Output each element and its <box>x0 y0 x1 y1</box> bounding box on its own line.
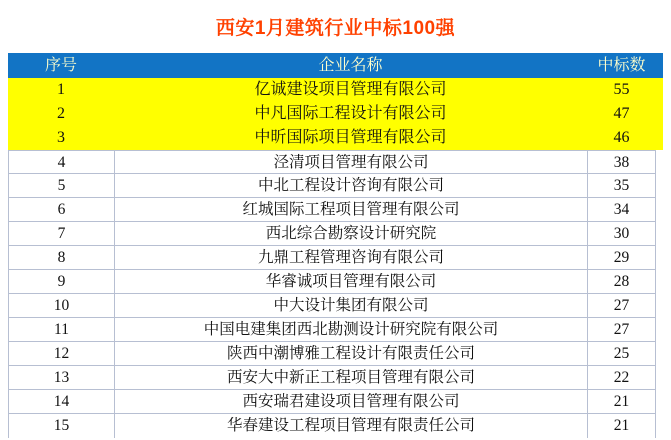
company-cell: 华春建设工程项目管理有限责任公司 <box>115 414 588 438</box>
company-cell: 亿诚建设项目管理有限公司 <box>254 81 447 98</box>
rank-cell: 2 <box>57 105 65 122</box>
count-cell: 35 <box>588 174 656 197</box>
company-cell: 西安大中新正工程项目管理有限公司 <box>115 366 588 389</box>
company-cell: 中大设计集团有限公司 <box>115 294 588 317</box>
rank-cell: 15 <box>9 414 115 438</box>
table-row <box>8 78 663 102</box>
header-rank: 序号 <box>44 57 77 74</box>
company-cell: 中凡国际工程设计有限公司 <box>254 105 447 122</box>
table-row <box>8 390 656 414</box>
table-row <box>8 150 656 174</box>
rank-cell: 8 <box>9 246 115 269</box>
ranking-table <box>8 53 663 438</box>
table-row <box>8 366 656 390</box>
count-cell: 38 <box>588 151 656 173</box>
rank-cell: 6 <box>9 198 115 221</box>
count-cell: 25 <box>588 342 656 365</box>
count-cell: 21 <box>588 414 656 438</box>
rank-cell: 5 <box>9 174 115 197</box>
rank-cell: 1 <box>57 81 65 98</box>
company-cell: 中昕国际项目管理有限公司 <box>254 129 447 146</box>
table-row <box>8 318 656 342</box>
table-body <box>8 78 663 438</box>
company-cell: 泾清项目管理有限公司 <box>115 151 588 173</box>
count-cell: 55 <box>613 81 630 98</box>
rank-cell: 3 <box>57 129 65 146</box>
company-cell: 中北工程设计咨询有限公司 <box>115 174 588 197</box>
table-row <box>8 246 656 270</box>
rank-cell: 7 <box>9 222 115 245</box>
rank-cell: 14 <box>9 390 115 413</box>
company-cell: 陕西中潮博雅工程设计有限责任公司 <box>115 342 588 365</box>
count-cell: 47 <box>613 105 630 122</box>
company-cell: 西北综合勘察设计研究院 <box>115 222 588 245</box>
rank-cell: 13 <box>9 366 115 389</box>
table-row <box>8 342 656 366</box>
count-cell: 28 <box>588 270 656 293</box>
count-cell: 22 <box>588 366 656 389</box>
count-cell: 21 <box>588 390 656 413</box>
table-row <box>8 126 663 150</box>
header-bid-count: 中标数 <box>597 57 646 74</box>
table-row <box>8 198 656 222</box>
company-cell: 红城国际工程项目管理有限公司 <box>115 198 588 221</box>
rank-cell: 10 <box>9 294 115 317</box>
count-cell: 46 <box>613 129 630 146</box>
count-cell: 27 <box>588 294 656 317</box>
count-cell: 30 <box>588 222 656 245</box>
table-row <box>8 174 656 198</box>
company-cell: 华睿诚项目管理有限公司 <box>115 270 588 293</box>
rank-cell: 12 <box>9 342 115 365</box>
page-title: 西安1月建筑行业中标100强 <box>215 18 456 39</box>
rank-cell: 11 <box>9 318 115 341</box>
company-cell: 九鼎工程管理咨询有限公司 <box>115 246 588 269</box>
company-cell: 中国电建集团西北勘测设计研究院有限公司 <box>115 318 588 341</box>
rank-cell: 4 <box>9 151 115 173</box>
table-header-row <box>8 53 663 78</box>
table-row <box>8 270 656 294</box>
header-company-name: 企业名称 <box>318 57 383 74</box>
count-cell: 29 <box>588 246 656 269</box>
rank-cell: 9 <box>9 270 115 293</box>
count-cell: 27 <box>588 318 656 341</box>
count-cell: 34 <box>588 198 656 221</box>
table-row <box>8 294 656 318</box>
table-row <box>8 222 656 246</box>
table-row <box>8 102 663 126</box>
company-cell: 西安瑞君建设项目管理有限公司 <box>115 390 588 413</box>
table-row <box>8 414 656 438</box>
